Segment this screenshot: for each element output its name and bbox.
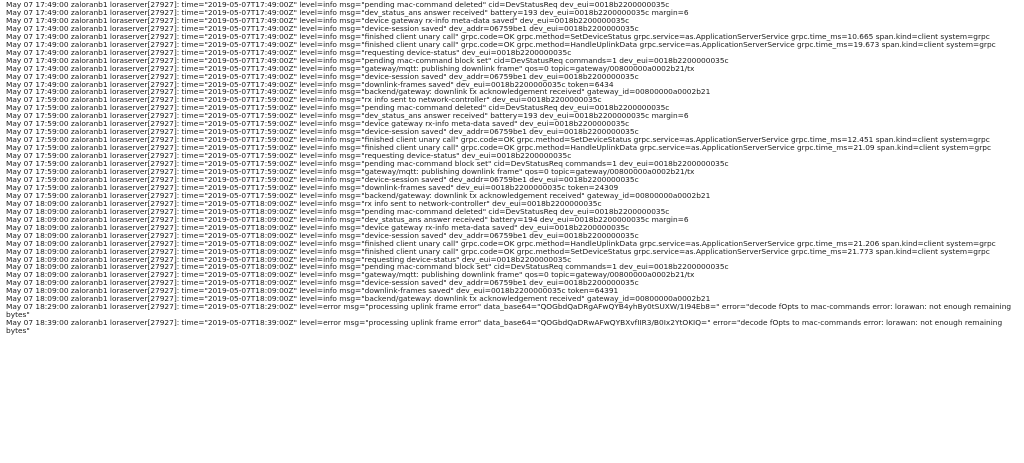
- log-line: May 07 18:39:00 zaloranb1 loraserver[27927]: time="2019-05-07T18:39:00Z" level=error msg="processing uplink frame error" data_base64="QOGbdQaDRwAFwQYBXvfIIR3/B0Ix2YtOKIQ=" error="decode fOpts to mac-commands error: lorawan: not enough remaining bytes": [6, 318, 1005, 336]
- log-line: May 07 17:59:00 zaloranb1 loraserver[27927]: time="2019-05-07T17:59:00Z" level=info msg="downlink-frames saved" dev_eui=0018b2200000035c token=24309: [6, 182, 619, 192]
- log-line: May 07 17:59:00 zaloranb1 loraserver[27927]: time="2019-05-07T17:59:00Z" level=info msg="device gateway rx-info meta-data saved" dev_eui=0018b2200000035c: [6, 119, 630, 129]
- log-line: May 07 17:49:00 zaloranb1 loraserver[27927]: time="2019-05-07T17:49:00Z" level=info msg="device-session saved" dev_addr=06759be1 dev_eui=0018b2200000035c: [6, 23, 639, 33]
- log-line: May 07 17:49:00 zaloranb1 loraserver[27927]: time="2019-05-07T17:49:00Z" level=info msg="finished client unary call" grpc.code=OK grpc.method=SetDeviceStatus grpc.service=as.ApplicationServerService grpc.time_ms=10.665 span.kind=client system=grpc: [6, 31, 990, 41]
- log-line: May 07 17:49:00 zaloranb1 loraserver[27927]: time="2019-05-07T17:49:00Z" level=info msg="pending mac-command block set" cid=DevStatusReq commands=1 dev_eui=0018b2200000035c: [6, 55, 729, 65]
- log-line: May 07 17:59:00 zaloranb1 loraserver[27927]: time="2019-05-07T17:59:00Z" level=info msg="rx info sent to network-controller" dev_eui=0018b2200000035c: [6, 95, 602, 105]
- log-line: May 07 18:09:00 zaloranb1 loraserver[27927]: time="2019-05-07T18:09:00Z" level=info msg="device-session saved" dev_addr=06759be1 dev_eui=0018b2200000035c: [6, 230, 639, 240]
- log-line: May 07 17:59:00 zaloranb1 loraserver[27927]: time="2019-05-07T17:59:00Z" level=info msg="device-session saved" dev_addr=06759be1 dev_eui=0018b2200000035c: [6, 127, 639, 137]
- log-line: May 07 18:29:00 zaloranb1 loraserver[27927]: time="2019-05-07T18:29:00Z" level=error msg="processing uplink frame error" data_base64="QOGbdQaDRgAFwQYB4yhBy0tSUXW/1I94Eb8=" error="decode fOpts to mac-commands error: lorawan: not enough remaining bytes": [6, 302, 1014, 320]
- log-line: May 07 17:49:00 zaloranb1 loraserver[27927]: time="2019-05-07T17:49:00Z" level=info msg="finished client unary call" grpc.code=OK grpc.method=HandleUplinkData grpc.service=as.ApplicationServerService grpc.time_ms=19.673 span.kind=client system=grpc: [6, 39, 996, 49]
- log-line: May 07 18:09:00 zaloranb1 loraserver[27927]: time="2019-05-07T18:09:00Z" level=info msg="requesting device-status" dev_eui=0018b2200000035c: [6, 254, 572, 264]
- log-line: May 07 17:59:00 zaloranb1 loraserver[27927]: time="2019-05-07T17:59:00Z" level=info msg="pending mac-command deleted" cid=DevStatusReq dev_eui=0018b2200000035c: [6, 103, 670, 113]
- log-line: May 07 17:49:00 zaloranb1 loraserver[27927]: time="2019-05-07T17:49:00Z" level=info msg="pending mac-command deleted" cid=DevStatusReq dev_eui=0018b2200000035c: [6, 0, 670, 9]
- log-line: May 07 17:49:00 zaloranb1 loraserver[27927]: time="2019-05-07T17:49:00Z" level=info msg="device-session saved" dev_addr=06759be1 dev_eui=0018b2200000035c: [6, 71, 639, 81]
- log-line: May 07 18:09:00 zaloranb1 loraserver[27927]: time="2019-05-07T18:09:00Z" level=info msg="device gateway rx-info meta-data saved" dev_eui=0018b2200000035c: [6, 222, 630, 232]
- log-line: May 07 18:09:00 zaloranb1 loraserver[27927]: time="2019-05-07T18:09:00Z" level=info msg="device-session saved" dev_addr=06759be1 dev_eui=0018b2200000035c: [6, 278, 639, 288]
- log-line: May 07 18:09:00 zaloranb1 loraserver[27927]: time="2019-05-07T18:09:00Z" level=info msg="finished client unary call" grpc.code=OK grpc.method=HandleUplinkData grpc.service=as.ApplicationServerService grpc.time_ms=21.206 span.kind=client system=grpc: [6, 238, 996, 248]
- log-line: May 07 17:59:00 zaloranb1 loraserver[27927]: time="2019-05-07T17:59:00Z" level=info msg="finished client unary call" grpc.code=OK grpc.method=HandleUplinkData grpc.service=as.ApplicationServerService grpc.time_ms=21.09 span.kind=client system=grpc: [6, 143, 992, 153]
- log-line: May 07 18:09:00 zaloranb1 loraserver[27927]: time="2019-05-07T18:09:00Z" level=info msg="rx info sent to network-controller" dev_eui=0018b2200000035c: [6, 198, 602, 208]
- log-line: May 07 18:09:00 zaloranb1 loraserver[27927]: time="2019-05-07T18:09:00Z" level=info msg="finished client unary call" grpc.code=OK grpc.method=SetDeviceStatus grpc.service=as.ApplicationServerService grpc.time_ms=21.773 span.kind=client system=grpc: [6, 246, 990, 256]
- log-line: May 07 17:49:00 zaloranb1 loraserver[27927]: time="2019-05-07T17:49:00Z" level=info msg="dev_status_ans answer received" battery=193 dev_eui=0018b2200000035c margin=6: [6, 7, 689, 17]
- log-line: May 07 18:09:00 zaloranb1 loraserver[27927]: time="2019-05-07T18:09:00Z" level=info msg="pending mac-command deleted" cid=DevStatusReq dev_eui=0018b2200000035c: [6, 206, 670, 216]
- log-line: May 07 17:59:00 zaloranb1 loraserver[27927]: time="2019-05-07T17:59:00Z" level=info msg="device-session saved" dev_addr=06759be1 dev_eui=0018b2200000035c: [6, 174, 639, 184]
- log-line: May 07 18:09:00 zaloranb1 loraserver[27927]: time="2019-05-07T18:09:00Z" level=info msg="dev_status_ans answer received" battery=194 dev_eui=0018b2200000035c margin=6: [6, 214, 689, 224]
- log-line: May 07 17:59:00 zaloranb1 loraserver[27927]: time="2019-05-07T17:59:00Z" level=info msg="gateway/mqtt: publishing downlink frame" qos=0 topic=gateway/00800000a0002b21/tx: [6, 167, 695, 177]
- log-line: May 07 17:59:00 zaloranb1 loraserver[27927]: time="2019-05-07T17:59:00Z" level=info msg="backend/gateway: downlink tx acknowledgement received" gateway_id=00800000a0002b21: [6, 190, 711, 200]
- log-line: May 07 18:09:00 zaloranb1 loraserver[27927]: time="2019-05-07T18:09:00Z" level=info msg="gateway/mqtt: publishing downlink frame" qos=0 topic=gateway/00800000a0002b21/tx: [6, 270, 695, 280]
- log-line: May 07 17:59:00 zaloranb1 loraserver[27927]: time="2019-05-07T17:59:00Z" level=info msg="requesting device-status" dev_eui=0018b2200000035c: [6, 151, 572, 161]
- log-line: May 07 17:49:00 zaloranb1 loraserver[27927]: time="2019-05-07T17:49:00Z" level=info msg="device gateway rx-info meta-data saved" dev_eui=0018b2200000035c: [6, 15, 630, 25]
- log-line: May 07 17:59:00 zaloranb1 loraserver[27927]: time="2019-05-07T17:59:00Z" level=info msg="finished client unary call" grpc.code=OK grpc.method=SetDeviceStatus grpc.service=as.ApplicationServerService grpc.time_ms=12.451 span.kind=client system=grpc: [6, 135, 990, 145]
- log-line: May 07 17:49:00 zaloranb1 loraserver[27927]: time="2019-05-07T17:49:00Z" level=info msg="gateway/mqtt: publishing downlink frame" qos=0 topic=gateway/00800000a0002b21/tx: [6, 63, 695, 73]
- log-line: May 07 17:59:00 zaloranb1 loraserver[27927]: time="2019-05-07T17:59:00Z" level=info msg="pending mac-command block set" cid=DevStatusReq commands=1 dev_eui=0018b2200000035c: [6, 159, 729, 169]
- log-line: May 07 18:09:00 zaloranb1 loraserver[27927]: time="2019-05-07T18:09:00Z" level=info msg="downlink-frames saved" dev_eui=0018b2200000035c token=64391: [6, 286, 619, 296]
- log-line: May 07 18:09:00 zaloranb1 loraserver[27927]: time="2019-05-07T18:09:00Z" level=info msg="backend/gateway: downlink tx acknowledgement received" gateway_id=00800000a0002b21: [6, 294, 711, 304]
- log-line: May 07 18:09:00 zaloranb1 loraserver[27927]: time="2019-05-07T18:09:00Z" level=info msg="pending mac-command block set" cid=DevStatusReq commands=1 dev_eui=0018b2200000035c: [6, 262, 729, 272]
- log-line: May 07 17:49:00 zaloranb1 loraserver[27927]: time="2019-05-07T17:49:00Z" level=info msg="downlink-frames saved" dev_eui=0018b2200000035c token=6434: [6, 79, 614, 89]
- log-line: May 07 17:59:00 zaloranb1 loraserver[27927]: time="2019-05-07T17:59:00Z" level=info msg="dev_status_ans answer received" battery=193 dev_eui=0018b2200000035c margin=6: [6, 111, 689, 121]
- log-line: May 07 17:49:00 zaloranb1 loraserver[27927]: time="2019-05-07T17:49:00Z" level=info msg="requesting device-status" dev_eui=0018b2200000035c: [6, 47, 572, 57]
- log-line: May 07 17:49:00 zaloranb1 loraserver[27927]: time="2019-05-07T17:49:00Z" level=info msg="backend/gateway: downlink tx acknowledgement received" gateway_id=00800000a0002b21: [6, 87, 711, 97]
